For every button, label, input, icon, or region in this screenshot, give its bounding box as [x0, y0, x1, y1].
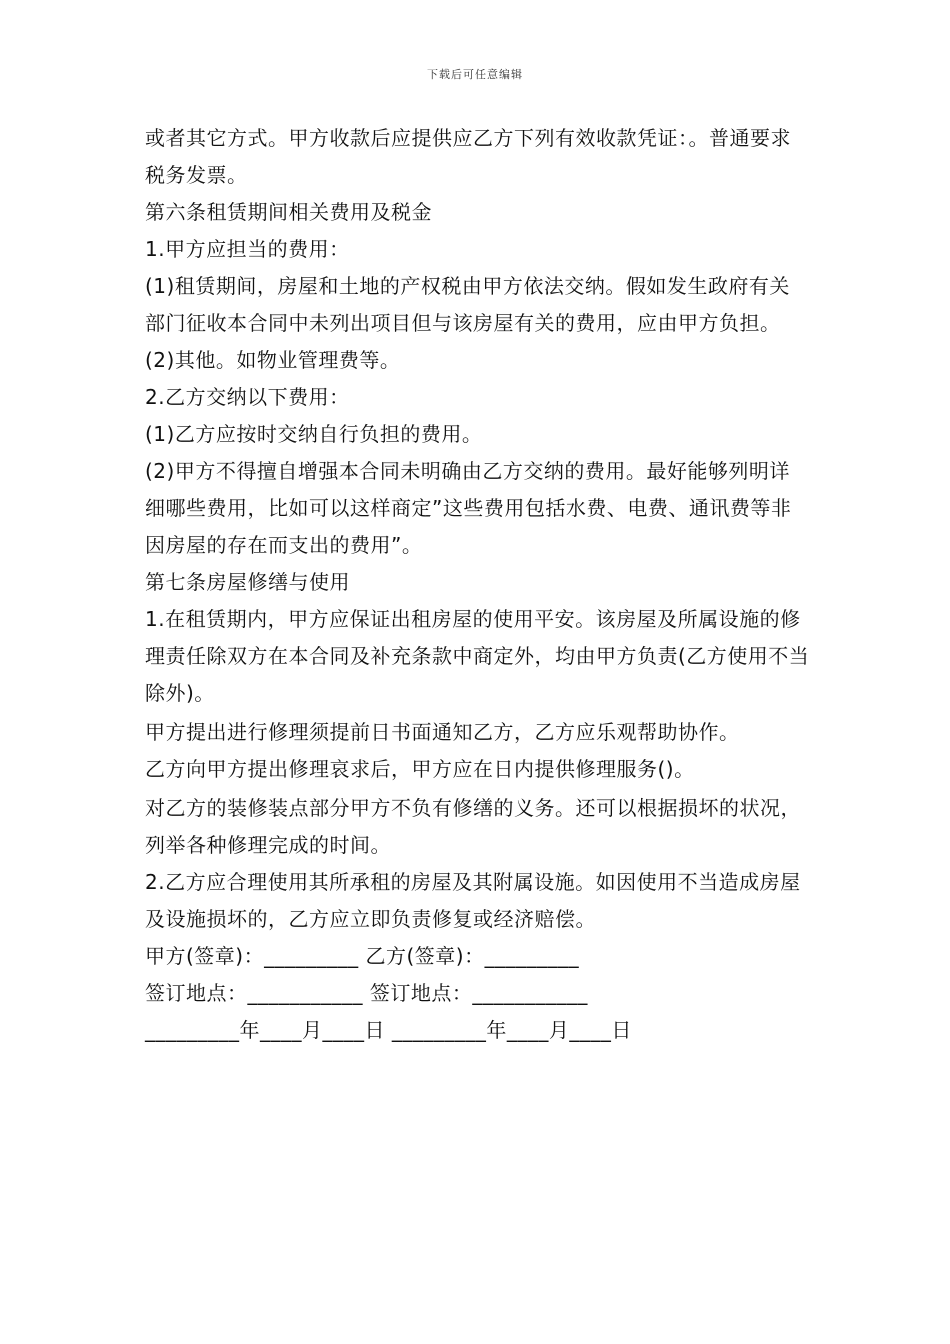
section-title-article-7: 第七条房屋修缮与使用	[145, 570, 350, 594]
paragraph-payment-receipt: 或者其它方式。甲方收款后应提供应乙方下列有效收款凭证：。普通要求税务发票。	[145, 126, 791, 187]
paragraph-party-b-fee-1: (1)乙方应按时交纳自行负担的费用。	[145, 422, 483, 446]
paragraph-party-a-fees-heading: 1.甲方应担当的费用：	[145, 237, 350, 261]
paragraph-party-a-fee-2: (2)其他。如物业管理费等。	[145, 348, 401, 372]
paragraph-repair-notice: 甲方提出进行修理须提前日书面通知乙方，乙方应乐观帮助协作。	[145, 720, 740, 744]
signing-date-line: _________年____月____日 _________年____月____日	[145, 1018, 632, 1042]
paragraph-repair-request: 乙方向甲方提出修理哀求后，甲方应在日内提供修理服务()。	[145, 757, 695, 781]
document-body	[145, 120, 810, 1049]
page-header: 下载后可任意编辑	[427, 68, 523, 81]
paragraph-party-a-fee-1: (1)租赁期间，房屋和土地的产权税由甲方依法交纳。假如发生政府有关部门征收本合同中未列出项目但与该房屋有关的费用，应由甲方负担。	[145, 274, 790, 335]
section-title-article-6: 第六条租赁期间相关费用及税金	[145, 200, 432, 224]
paragraph-decoration-repair: 对乙方的装修装点部分甲方不负有修缮的义务。还可以根据损坏的状况，列举各种修理完成的时间。	[145, 796, 801, 857]
paragraph-proper-use: 2.乙方应合理使用其所承租的房屋及其附属设施。如因使用不当造成房屋及设施损坏的，乙方应立即负责修复或经济赔偿。	[145, 870, 801, 931]
paragraph-party-b-fee-2: (2)甲方不得擅自增强本合同未明确由乙方交纳的费用。最好能够列明详细哪些费用，比如可以这样商定”这些费用包括水费、电费、通讯费等非因房屋的存在而支出的费用”。	[145, 459, 792, 557]
paragraph-party-b-fees-heading: 2.乙方交纳以下费用：	[145, 385, 350, 409]
signature-line: 甲方(签章)：_________ 乙方(签章)：_________	[145, 944, 580, 968]
paragraph-repair-responsibility: 1.在租赁期内，甲方应保证出租房屋的使用平安。该房屋及所属设施的修理责任除双方在本合同及补充条款中商定外，均由甲方负责(乙方使用不当除外)。	[145, 607, 810, 705]
signing-place-line: 签订地点：___________ 签订地点：___________	[145, 981, 588, 1005]
